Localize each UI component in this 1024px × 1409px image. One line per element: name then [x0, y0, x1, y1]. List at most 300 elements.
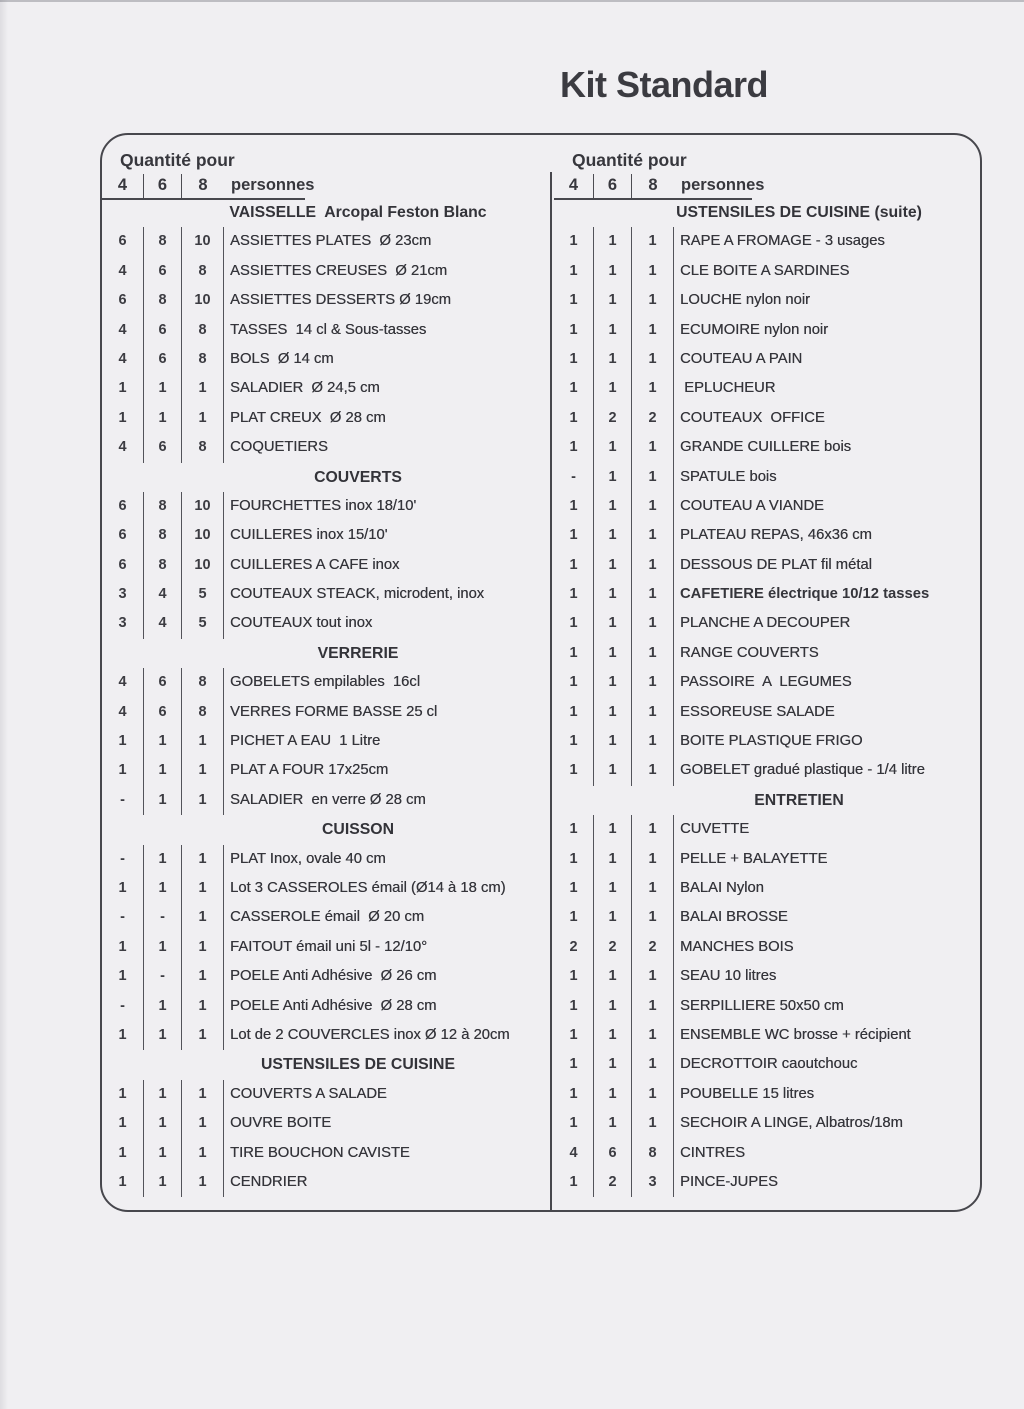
- quantity-cell: 6: [102, 492, 144, 521]
- quantity-cell: 1: [554, 609, 594, 638]
- quantity-cell: 8: [144, 286, 182, 315]
- quantity-cell: 1: [594, 227, 632, 256]
- quantity-cell: 1: [594, 903, 632, 932]
- quantity-cell: 1: [594, 580, 632, 609]
- item-label: ASSIETTES PLATES Ø 23cm: [230, 233, 432, 250]
- quantity-cell: 1: [632, 316, 674, 345]
- quantity-cell: 1: [554, 815, 594, 844]
- quantity-cell: 1: [594, 1109, 632, 1138]
- kit-table: [100, 133, 982, 1212]
- section-header-row: [554, 786, 980, 815]
- quantity-cell: 1: [632, 1021, 674, 1050]
- quantity-cell: 3: [102, 609, 144, 638]
- item-label: OUVRE BOITE: [230, 1115, 332, 1132]
- quantity-cell: 6: [144, 257, 182, 286]
- item-label: COUTEAU A VIANDE: [680, 497, 824, 514]
- quantity-cell: 1: [554, 1109, 594, 1138]
- quantity-cell: 2: [594, 1168, 632, 1197]
- quantity-cell: -: [144, 903, 182, 932]
- table-row: [554, 1050, 980, 1079]
- quantity-cell: 1: [632, 639, 674, 668]
- item-label: GOBELET gradué plastique - 1/4 litre: [680, 762, 925, 779]
- quantity-cell: 1: [102, 1109, 144, 1138]
- quantity-cell: 6: [102, 227, 144, 256]
- table-row: [554, 492, 980, 521]
- table-row: [554, 1109, 980, 1138]
- quantity-cell: 1: [554, 286, 594, 315]
- quantity-cell: 1: [144, 786, 182, 815]
- size-header-6: 6: [594, 174, 632, 198]
- quantity-cell: 1: [554, 404, 594, 433]
- table-row: [554, 845, 980, 874]
- quantity-cell: 1: [554, 374, 594, 403]
- quantity-cell: 5: [182, 580, 224, 609]
- table-row: [554, 698, 980, 727]
- quantity-cell: 1: [632, 492, 674, 521]
- quantity-cell: 10: [182, 286, 224, 315]
- quantity-cell: 1: [632, 1080, 674, 1109]
- table-row: [102, 551, 550, 580]
- quantity-cell: 1: [594, 521, 632, 550]
- item-label: MANCHES BOIS: [680, 938, 794, 955]
- quantity-cell: 1: [554, 639, 594, 668]
- quantity-cell: 1: [144, 874, 182, 903]
- quantity-cell: 1: [144, 1139, 182, 1168]
- item-label: CUILLERES A CAFE inox: [230, 556, 400, 573]
- table-row: [102, 903, 550, 932]
- quantity-cell: 1: [102, 727, 144, 756]
- section-title: VERRERIE: [317, 644, 399, 662]
- quantity-cell: 1: [554, 756, 594, 785]
- quantity-cell: 6: [144, 698, 182, 727]
- item-label: Lot de 2 COUVERCLES inox Ø 12 à 20cm: [230, 1026, 510, 1043]
- item-label: PINCE-JUPES: [680, 1173, 778, 1190]
- quantity-cell: 8: [182, 698, 224, 727]
- table-row: [102, 227, 550, 256]
- table-row: [554, 257, 980, 286]
- quantity-cell: 8: [632, 1139, 674, 1168]
- quantity-cell: 1: [632, 845, 674, 874]
- item-label: PLATEAU REPAS, 46x36 cm: [680, 527, 872, 544]
- quantity-cell: 1: [594, 609, 632, 638]
- item-label: FAITOUT émail uni 5l - 12/10°: [230, 938, 427, 955]
- table-row: [554, 374, 980, 403]
- quantity-cell: 1: [594, 316, 632, 345]
- quantity-cell: 4: [102, 257, 144, 286]
- quantity-cell: 1: [554, 492, 594, 521]
- quantity-cell: 1: [594, 1021, 632, 1050]
- quantity-cell: 1: [144, 1168, 182, 1197]
- table-row: [554, 639, 980, 668]
- item-label: PICHET A EAU 1 Litre: [230, 733, 381, 750]
- quantity-cell: 1: [102, 374, 144, 403]
- quantity-cell: 4: [144, 580, 182, 609]
- quantity-cell: 1: [632, 609, 674, 638]
- quantity-cell: 8: [182, 668, 224, 697]
- item-label: PELLE + BALAYETTE: [680, 850, 828, 867]
- table-row: [554, 756, 980, 785]
- item-label: SPATULE bois: [680, 468, 777, 485]
- item-label: ASSIETTES CREUSES Ø 21cm: [230, 262, 448, 279]
- table-row: [102, 580, 550, 609]
- quantity-cell: 1: [594, 815, 632, 844]
- item-label: BOLS Ø 14 cm: [230, 350, 334, 367]
- quantity-cell: 1: [632, 286, 674, 315]
- table-row: [554, 345, 980, 374]
- quantity-cell: 4: [144, 609, 182, 638]
- quantity-cell: 1: [554, 227, 594, 256]
- table-row: [102, 492, 550, 521]
- item-label: EPLUCHEUR: [680, 380, 776, 397]
- quantity-cell: 1: [632, 992, 674, 1021]
- table-row: [102, 316, 550, 345]
- quantity-cell: 1: [632, 580, 674, 609]
- quantity-cell: 1: [554, 521, 594, 550]
- item-label: PLAT A FOUR 17x25cm: [230, 762, 389, 779]
- item-label: GRANDE CUILLERE bois: [680, 439, 852, 456]
- quantity-cell: 1: [554, 1050, 594, 1079]
- item-label: SECHOIR A LINGE, Albatros/18m: [680, 1115, 903, 1132]
- size-header-6: 6: [144, 174, 182, 198]
- item-label: COUTEAU A PAIN: [680, 350, 803, 367]
- quantity-cell: 4: [102, 698, 144, 727]
- table-row: [102, 727, 550, 756]
- quantity-cell: 1: [554, 345, 594, 374]
- quantity-cell: 1: [632, 257, 674, 286]
- size-header-4: 4: [554, 174, 594, 198]
- page-title: Kit Standard: [560, 64, 769, 106]
- scan-top-edge-artifact: [0, 0, 1024, 2]
- quantity-cell: 1: [554, 992, 594, 1021]
- quantity-cell: 1: [144, 756, 182, 785]
- quantity-cell: 1: [144, 1109, 182, 1138]
- quantity-cell: 1: [632, 551, 674, 580]
- table-row: [554, 316, 980, 345]
- quantity-cell: 1: [182, 962, 224, 991]
- quantity-cell: -: [144, 962, 182, 991]
- table-row: [554, 1168, 980, 1197]
- table-row: [102, 257, 550, 286]
- quantity-cell: 1: [554, 316, 594, 345]
- table-row: [554, 463, 980, 492]
- section-header-row: [102, 463, 550, 492]
- quantity-cell: 1: [594, 1050, 632, 1079]
- quantity-cell: 1: [182, 1168, 224, 1197]
- item-label: COUVERTS A SALADE: [230, 1085, 387, 1102]
- quantity-cell: 1: [102, 1139, 144, 1168]
- item-label: SEAU 10 litres: [680, 968, 777, 985]
- quantity-cell: 1: [554, 433, 594, 462]
- table-row: [554, 551, 980, 580]
- quantity-cell: 1: [102, 756, 144, 785]
- quantity-cell: 1: [632, 962, 674, 991]
- table-row: [102, 1109, 550, 1138]
- quantity-cell: 1: [554, 1168, 594, 1197]
- quantity-cell: 1: [632, 727, 674, 756]
- quantity-cell: 1: [144, 933, 182, 962]
- table-row: [554, 1080, 980, 1109]
- quantity-cell: 1: [182, 1109, 224, 1138]
- table-row: [554, 404, 980, 433]
- quantity-cell: 2: [594, 933, 632, 962]
- item-label: CUILLERES inox 15/10': [230, 527, 388, 544]
- item-label: CASSEROLE émail Ø 20 cm: [230, 909, 425, 926]
- table-row: [554, 227, 980, 256]
- quantity-cell: 1: [102, 1080, 144, 1109]
- item-label: GOBELETS empilables 16cl: [230, 674, 420, 691]
- item-label: FOURCHETTES inox 18/10': [230, 497, 417, 514]
- table-row: [554, 815, 980, 844]
- item-label: SERPILLIERE 50x50 cm: [680, 997, 844, 1014]
- quantity-cell: 3: [632, 1168, 674, 1197]
- quantity-cell: 1: [182, 786, 224, 815]
- persons-label: personnes: [681, 176, 765, 194]
- quantity-label: Quantité pour: [120, 150, 235, 170]
- item-label: CLE BOITE A SARDINES: [680, 262, 850, 279]
- section-title: USTENSILES DE CUISINE: [261, 1056, 455, 1074]
- item-label: DECROTTOIR caoutchouc: [680, 1056, 858, 1073]
- quantity-cell: 4: [102, 316, 144, 345]
- quantity-cell: 1: [554, 1021, 594, 1050]
- quantity-cell: 1: [182, 1021, 224, 1050]
- item-label: PLANCHE A DECOUPER: [680, 615, 851, 632]
- quantity-cell: 8: [182, 316, 224, 345]
- item-label: LOUCHE nylon noir: [680, 292, 810, 309]
- table-row: [102, 874, 550, 903]
- quantity-cell: 1: [182, 933, 224, 962]
- quantity-cell: 1: [632, 1050, 674, 1079]
- item-label: SALADIER Ø 24,5 cm: [230, 380, 380, 397]
- item-label: PLAT CREUX Ø 28 cm: [230, 409, 386, 426]
- section-title: CUISSON: [322, 821, 394, 839]
- item-label: CENDRIER: [230, 1173, 308, 1190]
- quantity-cell: 1: [182, 374, 224, 403]
- quantity-cell: 1: [182, 845, 224, 874]
- quantity-cell: 10: [182, 227, 224, 256]
- quantity-cell: 6: [144, 316, 182, 345]
- quantity-cell: 1: [632, 1109, 674, 1138]
- quantity-cell: 1: [182, 1139, 224, 1168]
- table-column-left: [102, 135, 550, 1210]
- item-label: CAFETIERE électrique 10/12 tasses: [680, 586, 930, 603]
- table-row: [102, 404, 550, 433]
- quantity-cell: 2: [632, 404, 674, 433]
- table-row: [102, 609, 550, 638]
- quantity-cell: 5: [182, 609, 224, 638]
- section-header-row: [102, 198, 550, 227]
- table-row: [554, 933, 980, 962]
- quantity-cell: 10: [182, 551, 224, 580]
- quantity-cell: -: [102, 992, 144, 1021]
- table-column-right: [554, 135, 980, 1210]
- quantity-cell: 8: [144, 492, 182, 521]
- item-label: BALAI Nylon: [680, 879, 764, 896]
- quantity-cell: -: [102, 786, 144, 815]
- quantity-cell: 4: [102, 668, 144, 697]
- size-header-8: 8: [648, 176, 658, 194]
- table-row: [554, 609, 980, 638]
- quantity-cell: 1: [594, 962, 632, 991]
- table-row: [554, 874, 980, 903]
- quantity-cell: 1: [102, 1168, 144, 1197]
- item-label: CINTRES: [680, 1144, 745, 1161]
- quantity-cell: 1: [554, 1080, 594, 1109]
- quantity-cell: 1: [102, 962, 144, 991]
- item-label: ASSIETTES DESSERTS Ø 19cm: [230, 292, 451, 309]
- quantity-cell: 1: [632, 433, 674, 462]
- size-header-4: 4: [102, 174, 144, 198]
- quantity-cell: 2: [594, 404, 632, 433]
- rows-container: [554, 198, 980, 1197]
- item-label: DESSOUS DE PLAT fil métal: [680, 556, 872, 573]
- section-title: VAISSELLE Arcopal Feston Blanc: [229, 204, 487, 221]
- quantity-cell: 1: [594, 756, 632, 785]
- table-row: [102, 286, 550, 315]
- quantity-cell: 2: [632, 933, 674, 962]
- table-row: [554, 992, 980, 1021]
- section-title: ENTRETIEN: [754, 791, 844, 809]
- table-row: [102, 756, 550, 785]
- table-row: [102, 374, 550, 403]
- quantity-cell: 6: [144, 668, 182, 697]
- item-label: ESSOREUSE SALADE: [680, 703, 835, 720]
- scan-left-edge-shade: [0, 0, 8, 1409]
- quantity-cell: 1: [594, 286, 632, 315]
- quantity-label: Quantité pour: [572, 150, 687, 170]
- quantity-cell: 8: [144, 551, 182, 580]
- item-label: CUVETTE: [680, 821, 750, 838]
- section-header-row: [102, 815, 550, 844]
- table-row: [102, 1080, 550, 1109]
- quantity-cell: 6: [594, 1139, 632, 1168]
- quantity-cell: 1: [594, 992, 632, 1021]
- item-label: RAPE A FROMAGE - 3 usages: [680, 233, 885, 250]
- quantity-cell: 3: [102, 580, 144, 609]
- quantity-cell: 8: [182, 345, 224, 374]
- table-row: [102, 668, 550, 697]
- item-label: TIRE BOUCHON CAVISTE: [230, 1144, 410, 1161]
- quantity-cell: 1: [144, 1080, 182, 1109]
- quantity-cell: 8: [182, 257, 224, 286]
- table-row: [102, 845, 550, 874]
- quantity-cell: 1: [102, 404, 144, 433]
- item-label: ENSEMBLE WC brosse + récipient: [680, 1026, 911, 1043]
- section-header-row: [554, 198, 980, 227]
- table-row: [102, 1168, 550, 1197]
- quantity-cell: 4: [102, 433, 144, 462]
- quantity-cell: 1: [554, 551, 594, 580]
- table-row: [102, 992, 550, 1021]
- quantity-cell: 1: [632, 463, 674, 492]
- quantity-cell: 6: [144, 345, 182, 374]
- table-row: [554, 1021, 980, 1050]
- item-label: ECUMOIRE nylon noir: [680, 321, 829, 338]
- quantity-cell: 1: [182, 874, 224, 903]
- quantity-cell: 1: [632, 374, 674, 403]
- quantity-cell: 1: [632, 668, 674, 697]
- item-label: COUTEAUX OFFICE: [680, 409, 825, 426]
- quantity-cell: 6: [102, 286, 144, 315]
- quantity-cell: 1: [594, 257, 632, 286]
- quantity-cell: 1: [594, 374, 632, 403]
- quantity-cell: 1: [632, 521, 674, 550]
- quantity-cell: 1: [554, 874, 594, 903]
- quantity-cell: 10: [182, 521, 224, 550]
- quantity-cell: 1: [554, 962, 594, 991]
- quantity-cell: 1: [554, 845, 594, 874]
- table-row: [102, 786, 550, 815]
- quantity-cell: 1: [594, 698, 632, 727]
- table-row: [554, 903, 980, 932]
- table-row: [102, 521, 550, 550]
- table-row: [554, 286, 980, 315]
- size-header-row: [102, 174, 550, 198]
- quantity-cell: 1: [632, 815, 674, 844]
- table-row: [102, 698, 550, 727]
- quantity-cell: 2: [554, 933, 594, 962]
- quantity-cell: 1: [554, 903, 594, 932]
- quantity-cell: 1: [594, 492, 632, 521]
- quantity-cell: 1: [144, 374, 182, 403]
- table-row: [102, 345, 550, 374]
- quantity-cell: 1: [144, 992, 182, 1021]
- size-header-row: [554, 174, 980, 198]
- quantity-cell: 1: [632, 874, 674, 903]
- quantity-cell: 1: [102, 1021, 144, 1050]
- quantity-cell: 1: [554, 257, 594, 286]
- quantity-cell: 1: [632, 698, 674, 727]
- quantity-cell: 1: [182, 404, 224, 433]
- item-label: PASSOIRE A LEGUMES: [680, 674, 852, 691]
- quantity-cell: 10: [182, 492, 224, 521]
- quantity-cell: -: [554, 463, 594, 492]
- quantity-cell: 1: [594, 345, 632, 374]
- table-row: [102, 1139, 550, 1168]
- quantity-cell: 1: [632, 227, 674, 256]
- quantity-cell: 1: [594, 463, 632, 492]
- section-title: USTENSILES DE CUISINE (suite): [676, 204, 922, 221]
- quantity-cell: 4: [102, 345, 144, 374]
- quantity-cell: 1: [144, 845, 182, 874]
- quantity-cell: 1: [594, 1080, 632, 1109]
- table-row: [102, 933, 550, 962]
- item-label: COUTEAUX STEACK, microdent, inox: [230, 586, 485, 603]
- quantity-cell: 6: [102, 551, 144, 580]
- quantity-cell: 1: [144, 404, 182, 433]
- quantity-cell: 1: [594, 668, 632, 697]
- persons-label: personnes: [231, 176, 315, 194]
- item-label: POUBELLE 15 litres: [680, 1085, 815, 1102]
- table-row: [102, 433, 550, 462]
- quantity-cell: -: [102, 845, 144, 874]
- quantity-cell: 6: [102, 521, 144, 550]
- quantity-cell: 1: [554, 727, 594, 756]
- quantity-cell: 1: [554, 698, 594, 727]
- table-row: [102, 962, 550, 991]
- quantity-cell: 1: [554, 668, 594, 697]
- item-label: PLAT Inox, ovale 40 cm: [230, 850, 386, 867]
- quantity-cell: 1: [182, 1080, 224, 1109]
- table-row: [554, 962, 980, 991]
- quantity-cell: 1: [182, 903, 224, 932]
- quantity-cell: 1: [182, 756, 224, 785]
- item-label: POELE Anti Adhésive Ø 28 cm: [230, 997, 437, 1014]
- item-label: Lot 3 CASSEROLES émail (Ø14 à 18 cm): [230, 879, 506, 896]
- quantity-cell: 1: [594, 639, 632, 668]
- quantity-cell: 1: [594, 845, 632, 874]
- table-row: [554, 433, 980, 462]
- quantity-cell: 1: [144, 727, 182, 756]
